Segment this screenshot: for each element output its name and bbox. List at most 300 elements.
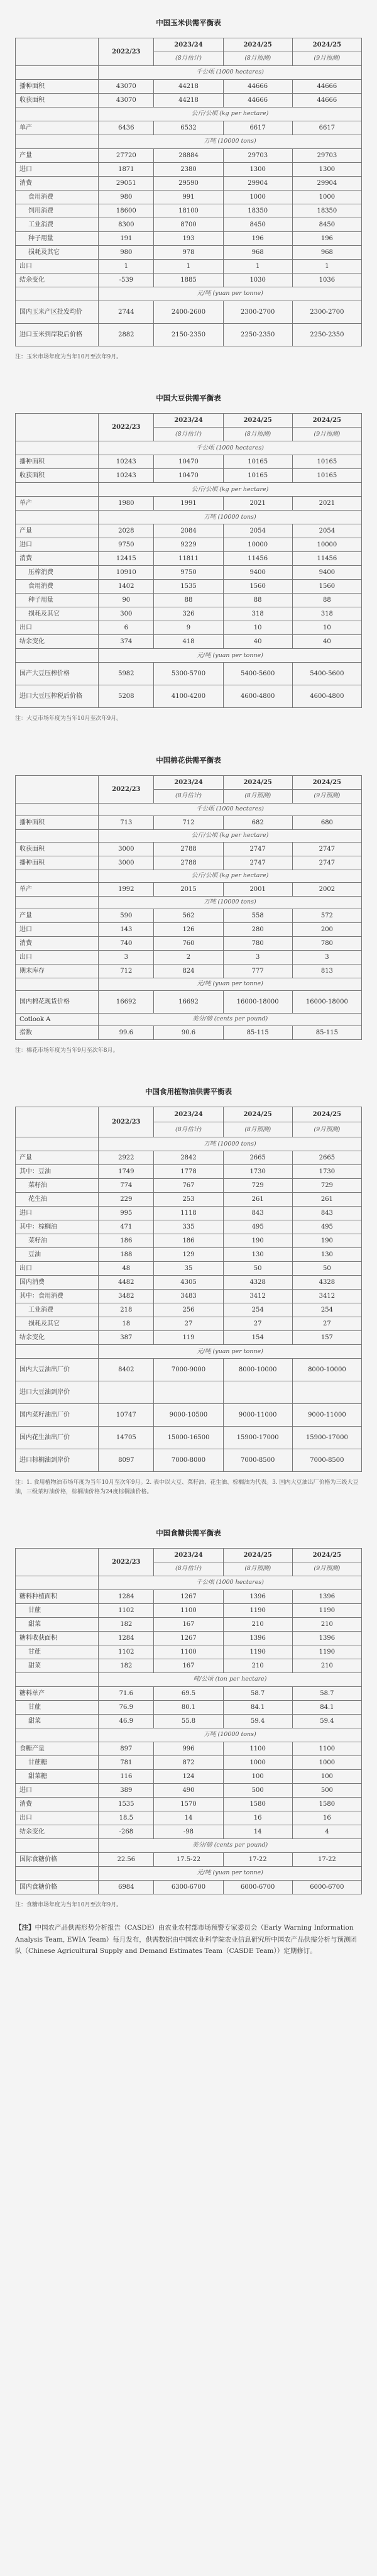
unit-blank-cell	[16, 870, 99, 882]
value-cell: 1100	[223, 1742, 292, 1755]
value-cell: 157	[292, 1331, 361, 1345]
value-cell: 2300-2700	[223, 301, 292, 324]
value-cell: 2250-2350	[223, 324, 292, 346]
value-cell: 1570	[154, 1797, 223, 1811]
value-cell: 1535	[99, 1797, 154, 1811]
value-cell: 824	[154, 964, 223, 978]
value-cell: 713	[99, 815, 154, 829]
unit-blank-cell	[16, 1866, 99, 1880]
row-label-cell: 产量	[16, 149, 99, 163]
value-cell: 1885	[154, 274, 223, 287]
value-cell: 767	[154, 1179, 223, 1193]
table-row	[16, 1811, 362, 1825]
value-cell: 1396	[292, 1589, 361, 1603]
table-row	[16, 1179, 362, 1193]
value-cell: 9000-10500	[154, 1404, 223, 1427]
table-row	[16, 455, 362, 469]
value-cell: 2084	[154, 524, 223, 538]
cotton-table	[15, 775, 362, 1040]
value-cell: 843	[292, 1207, 361, 1220]
row-label-cell: 指数	[16, 1025, 99, 1039]
row-label-cell: 糖料单产	[16, 1686, 99, 1700]
value-cell: 218	[99, 1303, 154, 1317]
unit-row	[16, 803, 362, 815]
row-label-cell: 损耗及其它	[16, 1317, 99, 1331]
footer-text: 中国农产品供需形势分析报告（CASDE）由农业农村部市场预警专家委员会（Early Warning Information Analysis Team, EWIA Team）每月发布，供需数据由中国农业科学院农业信息研究所中国农产品供需分析与预测团队（Chinese Agricultural Supply and Demand Estimates Team（CASDE Team））定期修订。	[15, 1924, 357, 1955]
value-cell: 88	[292, 594, 361, 607]
table-row	[16, 1359, 362, 1381]
value-cell: 1100	[292, 1742, 361, 1755]
table-row	[16, 232, 362, 246]
unit-blank-cell	[16, 1728, 99, 1742]
table-row	[16, 246, 362, 260]
unit-cell: 美分/磅 (cents per pound)	[99, 1013, 362, 1025]
row-label-cell: Cotlook A	[16, 1013, 99, 1025]
value-cell: 2788	[154, 842, 223, 856]
table-row	[16, 1404, 362, 1427]
value-cell: 1991	[154, 497, 223, 511]
value-cell: 1118	[154, 1207, 223, 1220]
table-row	[16, 1589, 362, 1603]
value-cell: 5208	[99, 685, 154, 708]
value-cell: 712	[154, 815, 223, 829]
value-cell: 80.1	[154, 1700, 223, 1714]
header-year-cell: 2023/24	[154, 1548, 223, 1562]
value-cell: 978	[154, 246, 223, 260]
header-year-cell: 2024/25	[292, 414, 361, 428]
row-label-cell: 糖料收获面积	[16, 1631, 99, 1645]
value-cell: 85-115	[292, 1025, 361, 1039]
unit-cell: 万吨 (10000 tons)	[99, 1728, 362, 1742]
value-cell: 46.9	[99, 1714, 154, 1728]
row-label-cell: 甘蔗糖	[16, 1755, 99, 1769]
table-row	[16, 1303, 362, 1317]
value-cell: 2665	[292, 1151, 361, 1165]
value-cell: 7000-8000	[154, 1449, 223, 1472]
unit-cell: 公斤/公顷 (kg per hectare)	[99, 829, 362, 842]
header-year-cell: 2023/24	[154, 38, 223, 52]
value-cell: 196	[292, 232, 361, 246]
value-cell: 7000-9000	[154, 1359, 223, 1381]
row-label-cell: 期末库存	[16, 964, 99, 978]
value-cell: -98	[154, 1825, 223, 1838]
unit-blank-cell	[16, 441, 99, 455]
unit-row	[16, 1672, 362, 1686]
value-cell: 968	[223, 246, 292, 260]
value-cell: 84.1	[223, 1700, 292, 1714]
row-label-cell: 出口	[16, 621, 99, 635]
value-cell: 1580	[223, 1797, 292, 1811]
header-sub-cell: (8月预测)	[223, 428, 292, 441]
row-label-cell: 出口	[16, 1262, 99, 1276]
value-cell: 58.7	[223, 1686, 292, 1700]
value-cell: 44666	[223, 94, 292, 108]
unit-row	[16, 1866, 362, 1880]
value-cell: 780	[223, 936, 292, 950]
unit-blank-cell	[16, 287, 99, 301]
table-row	[16, 635, 362, 649]
value-cell: 59.4	[292, 1714, 361, 1728]
value-cell: 14705	[99, 1427, 154, 1449]
value-cell: 100	[292, 1769, 361, 1783]
header-corner-cell	[16, 775, 99, 803]
row-label-cell: 国内花生油出厂价	[16, 1427, 99, 1449]
value-cell: 59.4	[223, 1714, 292, 1728]
table-row	[16, 580, 362, 594]
unit-row	[16, 1345, 362, 1359]
value-cell: 572	[292, 909, 361, 922]
header-year-cell: 2024/25	[223, 38, 292, 52]
value-cell: 44666	[292, 80, 361, 94]
value-cell: 18.5	[99, 1811, 154, 1825]
value-cell: 12415	[99, 552, 154, 566]
unit-cell: 千公顷 (1000 hectares)	[99, 1576, 362, 1589]
value-cell: 9000-11000	[223, 1404, 292, 1427]
table-row	[16, 497, 362, 511]
value-cell: 29703	[223, 149, 292, 163]
value-cell: 29590	[154, 177, 223, 191]
row-label-cell: 进口	[16, 1207, 99, 1220]
value-cell: 9	[154, 621, 223, 635]
table-row	[16, 950, 362, 964]
unit-cell: 千公顷 (1000 hectares)	[99, 441, 362, 455]
unit-blank-cell	[16, 978, 99, 990]
row-label-cell: 甜菜糖	[16, 1769, 99, 1783]
table-row	[16, 607, 362, 621]
value-cell: 186	[99, 1234, 154, 1248]
value-cell: 6532	[154, 121, 223, 135]
value-cell: 44218	[154, 94, 223, 108]
value-cell: 471	[99, 1220, 154, 1234]
header-row	[16, 1548, 362, 1562]
unit-row	[16, 135, 362, 149]
oil-title: 中国食用植物油供需平衡表	[145, 1087, 232, 1097]
unit-cell: 千公顷 (1000 hectares)	[99, 803, 362, 815]
row-label-cell: 甘蔗	[16, 1603, 99, 1617]
header-sub-cell: (8月预测)	[223, 1122, 292, 1137]
value-cell: 558	[223, 909, 292, 922]
value-cell	[154, 1381, 223, 1404]
row-label-cell: 食糖产量	[16, 1742, 99, 1755]
header-sub-cell: (8月估计)	[154, 789, 223, 803]
table-row	[16, 815, 362, 829]
value-cell: 326	[154, 607, 223, 621]
table-row	[16, 218, 362, 232]
value-cell: 229	[99, 1193, 154, 1207]
value-cell: 335	[154, 1220, 223, 1234]
value-cell: 1396	[223, 1631, 292, 1645]
row-label-cell: 国内食糖价格	[16, 1880, 99, 1894]
oil-section	[15, 1086, 362, 1496]
value-cell: 3000	[99, 842, 154, 856]
value-cell: 318	[292, 607, 361, 621]
header-row	[16, 775, 362, 789]
table-row	[16, 594, 362, 607]
header-corner-cell	[16, 1548, 99, 1576]
value-cell: 1036	[292, 274, 361, 287]
row-label-cell: 损耗及其它	[16, 607, 99, 621]
table-row	[16, 1783, 362, 1797]
value-cell: 3	[223, 950, 292, 964]
table-row	[16, 1825, 362, 1838]
value-cell: 3412	[223, 1290, 292, 1303]
corn-note: 注：玉米市场年度为当年10月至次年9月。	[15, 354, 123, 360]
unit-row	[16, 870, 362, 882]
value-cell: 129	[154, 1248, 223, 1262]
row-label-cell: 单产	[16, 882, 99, 896]
value-cell: 71.6	[99, 1686, 154, 1700]
table-row	[16, 1617, 362, 1631]
value-cell: 6984	[99, 1880, 154, 1894]
value-cell: 2300-2700	[292, 301, 361, 324]
value-cell: 374	[99, 635, 154, 649]
header-sub-cell: (9月预测)	[292, 52, 361, 66]
value-cell: 1560	[292, 580, 361, 594]
unit-row	[16, 829, 362, 842]
unit-blank-cell	[16, 483, 99, 497]
value-cell: 18	[99, 1317, 154, 1331]
value-cell: 4	[292, 1825, 361, 1838]
value-cell: 186	[154, 1234, 223, 1248]
table-row	[16, 1449, 362, 1472]
header-sub-cell: (8月估计)	[154, 428, 223, 441]
table-row	[16, 1234, 362, 1248]
value-cell: 2380	[154, 163, 223, 177]
value-cell: 2788	[154, 856, 223, 870]
value-cell: 182	[99, 1659, 154, 1672]
soy-table	[15, 413, 362, 708]
value-cell: 193	[154, 232, 223, 246]
value-cell: 2001	[223, 882, 292, 896]
value-cell: 2054	[223, 524, 292, 538]
header-corner-cell	[16, 414, 99, 441]
unit-row	[16, 896, 362, 909]
value-cell: 154	[223, 1331, 292, 1345]
unit-blank-cell	[16, 511, 99, 524]
row-label-cell: 国内消费	[16, 1276, 99, 1290]
value-cell: 1000	[292, 1755, 361, 1769]
row-label-cell: 收获面积	[16, 842, 99, 856]
table-row	[16, 964, 362, 978]
value-cell: 1300	[223, 163, 292, 177]
value-cell: 680	[292, 815, 361, 829]
row-label-cell: 国内菜籽油出厂价	[16, 1404, 99, 1427]
header-year-cell: 2022/23	[99, 38, 154, 66]
cotton-note: 注：棉花市场年度为当年9月至次年8月。	[15, 1047, 119, 1054]
value-cell: 8300	[99, 218, 154, 232]
value-cell: 2747	[223, 856, 292, 870]
value-cell: 8000-10000	[223, 1359, 292, 1381]
unit-row	[16, 1576, 362, 1589]
table-row	[16, 1207, 362, 1220]
value-cell: 130	[223, 1248, 292, 1262]
table-row	[16, 1631, 362, 1645]
value-cell: 188	[99, 1248, 154, 1262]
unit-blank-cell	[16, 829, 99, 842]
row-label-cell: 压榨消费	[16, 566, 99, 580]
value-cell: 300	[99, 607, 154, 621]
table-row	[16, 1755, 362, 1769]
row-label-cell: 国内棉花现货价格	[16, 990, 99, 1013]
row-label-cell: 结余变化	[16, 635, 99, 649]
value-cell: 1730	[292, 1165, 361, 1179]
value-cell: 7000-8500	[292, 1449, 361, 1472]
table-row	[16, 1769, 362, 1783]
table-row	[16, 1290, 362, 1303]
row-label-cell: 产量	[16, 909, 99, 922]
value-cell: 196	[223, 232, 292, 246]
value-cell: 10	[223, 621, 292, 635]
value-cell: 1100	[154, 1603, 223, 1617]
unit-row	[16, 649, 362, 663]
value-cell: 69.5	[154, 1686, 223, 1700]
value-cell: 729	[292, 1179, 361, 1193]
oil-table	[15, 1107, 362, 1472]
row-label-cell: 食用消费	[16, 191, 99, 204]
value-cell: 1000	[292, 191, 361, 204]
value-cell: 28884	[154, 149, 223, 163]
header-row	[16, 38, 362, 52]
unit-cell: 万吨 (10000 tons)	[99, 135, 362, 149]
row-label-cell: 单产	[16, 121, 99, 135]
value-cell: 210	[223, 1617, 292, 1631]
header-row	[16, 414, 362, 428]
value-cell: 1000	[223, 191, 292, 204]
value-cell: 2002	[292, 882, 361, 896]
value-cell: 10000	[292, 538, 361, 552]
table-row	[16, 177, 362, 191]
row-label-cell: 播种面积	[16, 455, 99, 469]
row-label-cell: 工业消费	[16, 1303, 99, 1317]
value-cell: 76.9	[99, 1700, 154, 1714]
value-cell: 1284	[99, 1631, 154, 1645]
value-cell: 10165	[292, 469, 361, 483]
unit-cell: 元/吨 (yuan per tonne)	[99, 1345, 362, 1359]
value-cell: 2400-2600	[154, 301, 223, 324]
table-row	[16, 538, 362, 552]
value-cell: 90	[99, 594, 154, 607]
value-cell: 1102	[99, 1645, 154, 1659]
value-cell: 6000-6700	[223, 1880, 292, 1894]
footer-label: 【注】	[15, 1924, 35, 1932]
value-cell: 6617	[223, 121, 292, 135]
value-cell: 8097	[99, 1449, 154, 1472]
value-cell: 167	[154, 1617, 223, 1631]
row-label-cell: 消费	[16, 936, 99, 950]
value-cell: 843	[223, 1207, 292, 1220]
value-cell: 44666	[292, 94, 361, 108]
row-label-cell: 出口	[16, 950, 99, 964]
table-row	[16, 1742, 362, 1755]
value-cell: 84.1	[292, 1700, 361, 1714]
value-cell: 996	[154, 1742, 223, 1755]
row-label-cell: 甜菜	[16, 1659, 99, 1672]
value-cell: 50	[292, 1262, 361, 1276]
value-cell: 14	[154, 1811, 223, 1825]
cotton-section	[15, 755, 362, 1055]
row-label-cell: 甘蔗	[16, 1645, 99, 1659]
value-cell: 15000-16500	[154, 1427, 223, 1449]
row-label-cell: 结余变化	[16, 1331, 99, 1345]
value-cell: 11456	[292, 552, 361, 566]
value-cell: 16	[223, 1811, 292, 1825]
header-year-cell: 2024/25	[223, 775, 292, 789]
value-cell: 1100	[154, 1645, 223, 1659]
value-cell: 1396	[223, 1589, 292, 1603]
value-cell: 15900-17000	[292, 1427, 361, 1449]
unit-cell: 元/吨 (yuan per tonne)	[99, 978, 362, 990]
row-label-cell: 糖料种植面积	[16, 1589, 99, 1603]
value-cell: 29904	[292, 177, 361, 191]
unit-cell: 吨/公顷 (ton per hectare)	[99, 1672, 362, 1686]
value-cell: 389	[99, 1783, 154, 1797]
value-cell: 3	[292, 950, 361, 964]
row-label-cell: 结余变化	[16, 274, 99, 287]
value-cell: 9400	[292, 566, 361, 580]
header-sub-cell: (8月预测)	[223, 789, 292, 803]
header-year-cell: 2024/25	[292, 775, 361, 789]
value-cell: 88	[223, 594, 292, 607]
header-year-cell: 2022/23	[99, 1107, 154, 1137]
row-label-cell: 甜菜	[16, 1617, 99, 1631]
value-cell: 490	[154, 1783, 223, 1797]
row-label-cell: 单产	[16, 497, 99, 511]
value-cell: 4482	[99, 1276, 154, 1290]
value-cell: 16000-18000	[292, 990, 361, 1013]
value-cell: 11811	[154, 552, 223, 566]
value-cell: 3482	[99, 1290, 154, 1303]
sugar-section	[15, 1528, 362, 1910]
value-cell: 5982	[99, 663, 154, 685]
corn-table	[15, 38, 362, 346]
table-row	[16, 909, 362, 922]
value-cell: 1560	[223, 580, 292, 594]
table-row	[16, 1276, 362, 1290]
value-cell: 29051	[99, 177, 154, 191]
unit-row	[16, 108, 362, 121]
table-row	[16, 1248, 362, 1262]
value-cell: 44218	[154, 80, 223, 94]
value-cell: 991	[154, 191, 223, 204]
value-cell: 14	[223, 1825, 292, 1838]
table-row	[16, 990, 362, 1013]
value-cell: 813	[292, 964, 361, 978]
value-cell: 8450	[223, 218, 292, 232]
table-row	[16, 842, 362, 856]
row-label-cell: 播种面积	[16, 815, 99, 829]
row-label-cell: 出口	[16, 1811, 99, 1825]
value-cell: 2922	[99, 1151, 154, 1165]
header-year-cell: 2024/25	[223, 1107, 292, 1122]
value-cell: 256	[154, 1303, 223, 1317]
unit-blank-cell	[16, 1672, 99, 1686]
value-cell: 1267	[154, 1631, 223, 1645]
value-cell: 29904	[223, 177, 292, 191]
header-row	[16, 1107, 362, 1122]
table-row	[16, 191, 362, 204]
unit-blank-cell	[16, 1838, 99, 1852]
value-cell: 10910	[99, 566, 154, 580]
value-cell: 22.56	[99, 1852, 154, 1866]
value-cell: 43070	[99, 94, 154, 108]
table-row	[16, 922, 362, 936]
value-cell: 9400	[223, 566, 292, 580]
row-label-cell: 国产大豆压榨价格	[16, 663, 99, 685]
value-cell: 1267	[154, 1589, 223, 1603]
footer-note	[15, 1922, 362, 1957]
header-corner-cell	[16, 38, 99, 66]
table-row	[16, 566, 362, 580]
